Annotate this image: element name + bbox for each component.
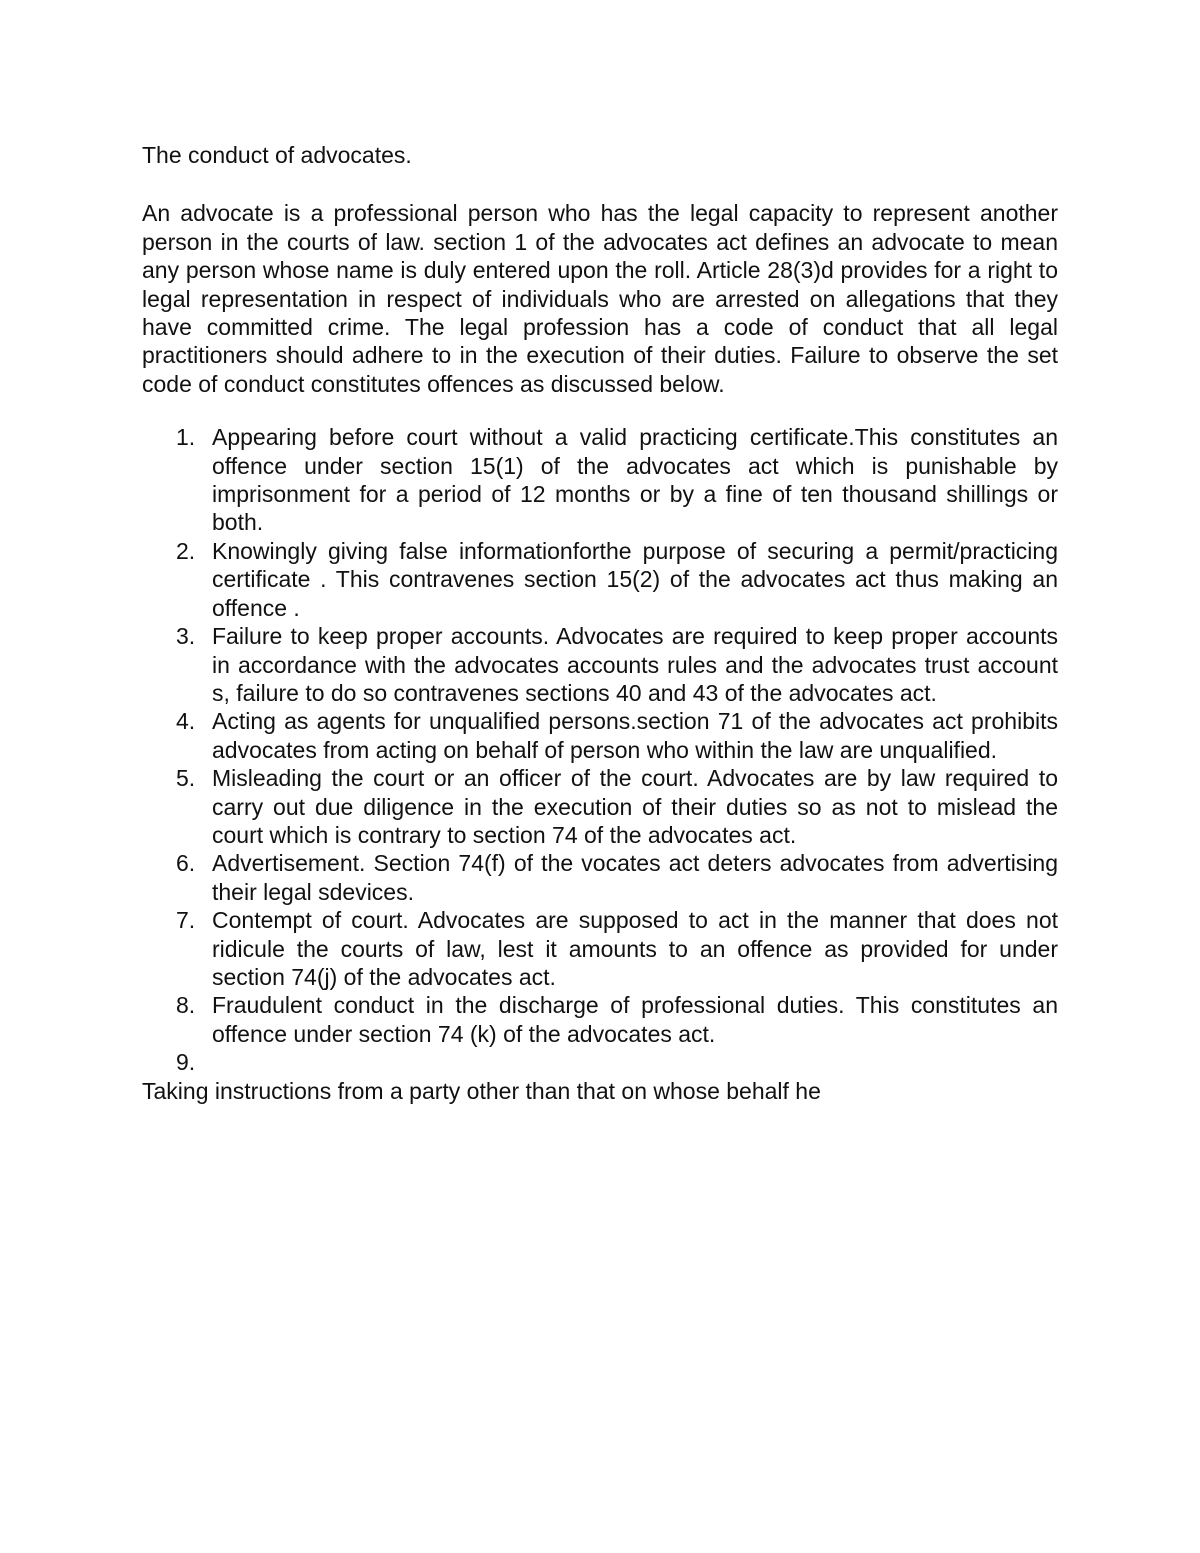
list-number: 4. [176,708,196,735]
list-item-text: Misleading the court or an officer of the court. Advocates are by law required to carry out due diligence in the execution of their duties so as not to mislead the court which is contrary to section 74 of the advocates act. [212,765,1058,848]
list-item-text [212,1048,1058,1076]
list-item [142,1048,1058,1076]
list-item-text: Appearing before court without a valid practicing certificate.This constitutes an offence under section 15(1) of the advocates act which is punishable by imprisonment for a period of 12 months or by a fine of ten thousand shillings or both. [212,424,1058,536]
intro-paragraph: An advocate is a professional person who has the legal capacity to represent another person in the courts of law. section 1 of the advocates act defines an advocate to mean any person whose name is duly entered upon the roll. Article 28(3)d provides for a right to legal representation in respect of individuals who are arrested on allegations that they have committed crime. The legal profession has a code of conduct that all legal practitioners should adhere to in the execution of their duties. Failure to observe the set code of conduct constitutes offences as discussed below. [142,200,1058,397]
list-item-text: Failure to keep proper accounts. Advocates are required to keep proper accounts in accordance with the advocates accounts rules and the advocates trust account s, failure to do so contravenes sections 40 and 43 of the advocates act. [212,623,1058,706]
list-number: 1. [176,424,196,451]
list-number: 7. [176,907,196,934]
list-item [142,849,1058,906]
list-item [142,622,1058,707]
trailing-paragraph: Taking instructions from a party other than that on whose behalf he [142,1077,821,1104]
list-item-text: Contempt of court. Advocates are supposed to act in the manner that does not ridicule the courts of law, lest it amounts to an offence as provided for under section 74(j) of the advocates act. [212,907,1058,990]
list-item-text: Fraudulent conduct in the discharge of professional duties. This constitutes an offence under section 74 (k) of the advocates act. [212,992,1058,1047]
document-title: The conduct of advocates. [142,142,412,168]
list-item-text: Knowingly giving false informationforthe purpose of securing a permit/practicing certificate . This contravenes section 15(2) of the advocates act thus making an offence . [212,537,1058,621]
list-number: 6. [176,850,196,877]
list-number: 5. [176,765,196,792]
list-item [142,423,1058,537]
list-number: 3. [176,623,196,650]
list-item-text: Advertisement. Section 74(f) of the vocates act deters advocates from advertising their legal sdevices. [212,850,1058,905]
document-content [142,141,1058,1105]
list-number: 2. [176,537,196,564]
list-item [142,537,1058,622]
list-item [142,764,1058,849]
list-item [142,991,1058,1048]
list-number: 8. [176,992,196,1019]
offence-list [142,423,1058,1076]
list-item [142,707,1058,764]
list-item-text: Acting as agents for unqualified persons.section 71 of the advocates act prohibits advocates from acting on behalf of person who within the law are unqualified. [212,708,1058,763]
list-number: 9. [176,1049,196,1076]
list-item [142,906,1058,991]
